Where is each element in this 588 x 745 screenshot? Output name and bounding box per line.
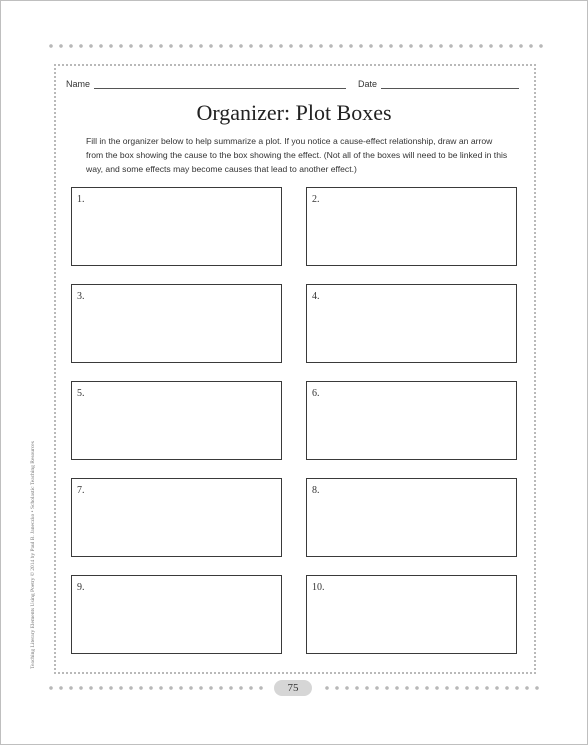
name-field[interactable] [66,79,346,89]
plot-box-8[interactable] [306,478,517,557]
box-number: 7. [77,485,85,496]
plot-box-6[interactable] [306,381,517,460]
page-number: 75 [274,680,312,696]
bottom-dot-border-left [46,685,268,691]
date-field[interactable] [358,79,519,89]
side-credit: Teaching Literary Elements Using Poetry © 2014 by Paul B. Janeczko • Scholastic Teaching Resources [30,441,36,669]
plot-box-4[interactable] [306,284,517,363]
bottom-dot-border-right [322,685,544,691]
plot-box-1[interactable] [71,187,282,266]
plot-box-9[interactable] [71,575,282,654]
box-number: 10. [312,582,325,593]
box-number: 1. [77,194,85,205]
plot-box-2[interactable] [306,187,517,266]
instructions-text: Fill in the organizer below to help summarize a plot. If you notice a cause-effect relationship, draw an arrow from the box showing the cause to the box showing the effect. (Not all of the boxes will need to be linked in this way, and some effects may become causes that lead to another effect.) [86,136,508,174]
plot-box-10[interactable] [306,575,517,654]
plot-box-7[interactable] [71,478,282,557]
box-number: 4. [312,291,320,302]
top-dot-border [46,43,544,49]
plot-box-5[interactable] [71,381,282,460]
box-number: 6. [312,388,320,399]
box-number: 2. [312,194,320,205]
box-number: 8. [312,485,320,496]
date-label: Date [358,79,378,89]
box-number: 3. [77,291,85,302]
name-line[interactable] [94,79,346,89]
date-line[interactable] [381,79,519,89]
plot-box-3[interactable] [71,284,282,363]
box-number: 9. [77,582,85,593]
name-label: Name [66,79,91,89]
box-number: 5. [77,388,85,399]
page-title: Organizer: Plot Boxes [196,100,392,125]
